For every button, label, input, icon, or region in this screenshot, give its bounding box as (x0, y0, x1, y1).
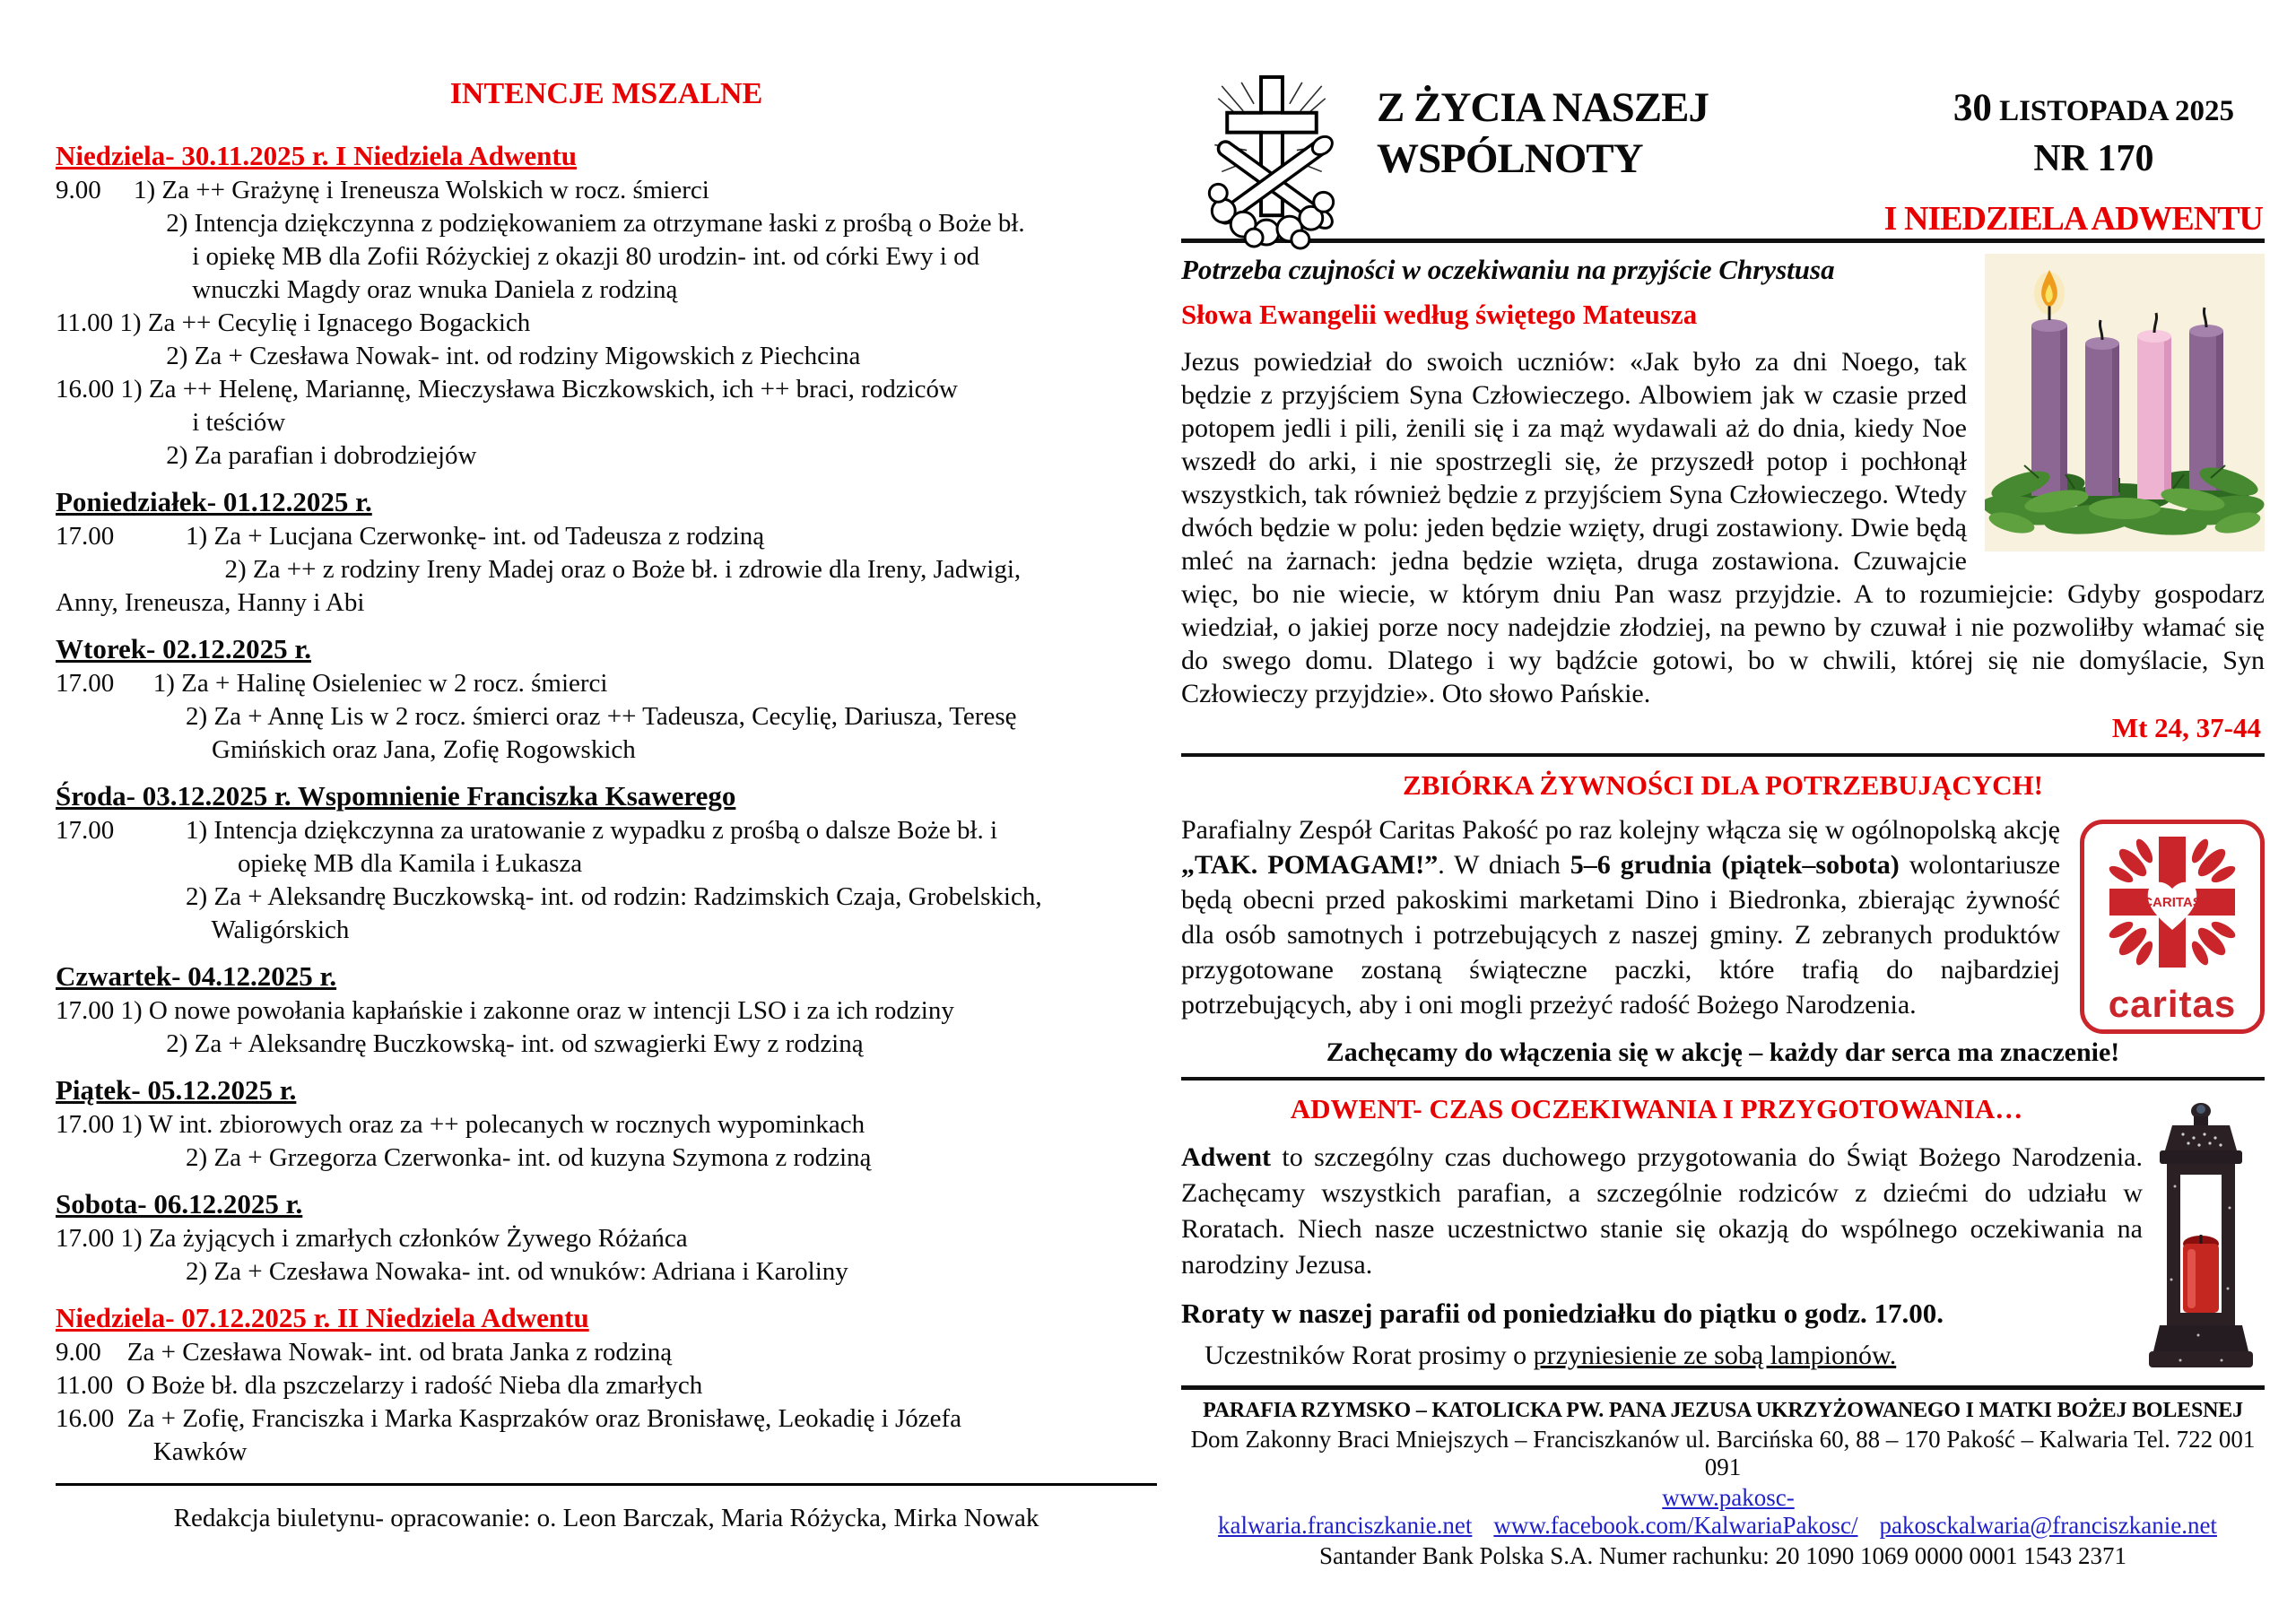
advent-title: ADWENT- CZAS OCZEKIWANIA I PRZYGOTOWANIA… (1290, 1093, 2023, 1124)
mass-intention-line: 2) Za + Annę Lis w 2 rocz. śmierci oraz ++ Tadeusza, Cecylię, Dariusza, Teresę (56, 702, 1017, 731)
footer-divider (1181, 1385, 2265, 1390)
parish-name: PARAFIA RZYMSKO – KATOLICKA PW. PANA JEZUSA UKRZYŻOWANEGO I MATKI BOŻEJ BOLESNEJ (1203, 1399, 2243, 1422)
mass-day-section (56, 484, 1157, 620)
text-segment: Parafialny Zespół Caritas Pakość po raz kolejny włącza się w ogólnopolską akcję (1181, 815, 2060, 845)
text-segment: Uczestników Rorat prosimy o (1205, 1341, 1534, 1370)
mass-intention-line: 17.00 1) O nowe powołania kapłańskie i zakonne oraz w intencji LSO i za ich rodziny (56, 996, 954, 1025)
mass-intention-line: 2) Za + Aleksandrę Buczkowską- int. od szwagierki Ewy z rodziną (56, 1029, 864, 1058)
mass-intention-line: 17.00 1) Za + Lucjana Czerwonkę- int. od Tadeusza z rodziną (56, 522, 765, 551)
mass-intention-line: 17.00 1) Za żyjących i zmarłych członków Żywego Różańca (56, 1224, 688, 1253)
mass-intention-line: 9.00 1) Za ++ Grażynę i Ireneusza Wolskich w rocz. śmierci (56, 176, 709, 204)
mass-intention-line: 2) Za + Czesława Nowak- int. od rodziny Migowskich z Piechcina (56, 342, 861, 370)
mass-day-header: Poniedziałek- 01.12.2025 r. (56, 486, 372, 517)
mass-day-header: Środa- 03.12.2025 r. Wspomnienie Franciszka Ksawerego (56, 780, 736, 812)
gospel-text: Jezus powiedział do swoich uczniów: «Jak było za dni Noego, tak będzie z przyjściem Syna Człowieczego. Albowiem jak w czasie przed potopem jedli i pili, żenili się i za mąż wydawali aż do dnia, kiedy Noe wszedł do arki, i nie spostrzegli się, że przyszedł potop i pochłonął wszystkich, tak również będzie z przyjściem Syna Człowieczego. Wtedy dwóch będzie w polu: jeden będzie wzięty, drugi zostawiony. Dwie będą mleć na żarnach: jedna będzie wzięta, druga zostawiona. Czuwajcie więc, bo nie wiecie, w którym dniu Pan wasz przyjdzie. A to rozumiejcie: Gdyby gospodarz wiedział, o jakiej porze nocy nadejdzie złodziej, na pewno by czuwał i nie pozwoliłby włamać się do swego domu. Dlatego i wy bądźcie gotowi, bo w chwili, której się nie domyślacie, Syn Człowieczy przyjdzie». Oto słowo Pańskie. (1181, 347, 2265, 708)
mass-day-header: Wtorek- 02.12.2025 r. (56, 633, 312, 664)
mass-day-header: Niedziela- 07.12.2025 r. II Niedziela Adwentu (56, 1302, 589, 1333)
issue-date-block (1953, 86, 2234, 180)
mass-intention-line: Kawków (56, 1437, 248, 1466)
mass-day-section (56, 959, 1157, 1061)
mass-intention-line: Gmińskich oraz Jana, Zofię Rogowskich (56, 735, 636, 764)
gospel-subtitle: Słowa Ewangelii według świętego Mateusza (1181, 299, 1698, 330)
text-segment: Adwent (1181, 1142, 1272, 1172)
franciscan-cross-logo (1188, 68, 1355, 256)
text-segment: wolontariusze będą obecni przed pakoskimi marketami Dino i Biedronka, zbierając żywność dla osób samotnych i potrzebujących z naszej gminy. Z zebranych produktów przygotowane zostaną świąteczne paczki, które trafią do najbardziej potrzebujących, aby i oni mogli przeżyć radość Bożego Narodzenia. (1181, 850, 2061, 1020)
mass-day-header: Sobota- 06.12.2025 r. (56, 1188, 303, 1219)
editorial-credit: Redakcja biuletynu- opracowanie: o. Leon Barczak, Maria Różycka, Mirka Nowak (173, 1504, 1039, 1532)
advent-section (1181, 1093, 2265, 1371)
mass-day-section (56, 631, 1157, 767)
gospel-reference: Mt 24, 37-44 (2111, 712, 2261, 743)
mass-intention-line: 2) Intencja dziękczynna z podziękowaniem za otrzymane łaski z prośbą o Boże bł. (56, 209, 1025, 238)
mass-intention-line: 2) Za ++ z rodziny Ireny Madej oraz o Boże bł. i zdrowie dla Ireny, Jadwigi, (56, 555, 1022, 584)
page-right-community-news (1181, 63, 2265, 1570)
mass-intention-line: opiekę MB dla Kamila i Łukasza (56, 849, 583, 878)
mass-day-header: Czwartek- 04.12.2025 r. (56, 960, 337, 992)
mass-intention-line: 2) Za parafian i dobrodziejów (56, 441, 477, 470)
parish-links (1181, 1484, 2265, 1540)
roraty-lanterns-note (1205, 1341, 2137, 1371)
issue-date-day: 30 (1952, 87, 1992, 129)
parish-address: Dom Zakonny Braci Mniejszych – Franciszkanów ul. Barcińska 60, 88 – 170 Pakość – Kalwaria Tel. 722 001 091 (1190, 1426, 2256, 1480)
newsletter-title-line1: Z ŻYCIA NASZEJ (1377, 84, 1709, 131)
mass-intention-line: 16.00 1) Za ++ Helenę, Mariannę, Mieczysława Biczkowskich, ich ++ braci, rodziców (56, 375, 958, 404)
mass-day-section (56, 1300, 1157, 1469)
page-left-mass-intentions (56, 77, 1157, 1533)
text-segment: 5–6 grudnia (piątek–sobota) (1570, 850, 1900, 880)
text-segment: to szczególny czas duchowego przygotowania do Świąt Bożego Narodzenia. Zachęcamy wszystkich parafian, a szczególnie rodziców z dziećmi do udziału w Roratach. Niech nasze uczestnictwo stanie się okazją do wspólnego oczekiwania na narodziny Jezusa. (1181, 1142, 2143, 1280)
mass-intention-line: 17.00 1) Za + Halinę Osieleniec w 2 rocz. śmierci (56, 669, 608, 698)
newsletter-title (1377, 82, 1709, 185)
mass-intention-line: 2) Za + Czesława Nowaka- int. od wnuków: Adriana i Karoliny (56, 1257, 848, 1286)
mass-intentions-sections (56, 138, 1157, 1469)
svg-text:CARITAS: CARITAS (2143, 895, 2202, 910)
caritas-logo (2080, 820, 2265, 1034)
mass-intention-line: i teściów (56, 408, 286, 437)
mass-day-header: Niedziela- 30.11.2025 r. I Niedziela Adwentu (56, 140, 577, 171)
masthead (1181, 63, 2265, 239)
advent-text (1181, 1140, 2143, 1283)
newsletter-title-line2: WSPÓLNOTY (1377, 135, 1643, 182)
parish-footer (1181, 1399, 2265, 1570)
caritas-section (1181, 769, 2265, 1068)
mass-intentions-title: INTENCJE MSZALNE (449, 77, 763, 110)
footer-link[interactable]: www.pakosc-kalwaria.franciszkanie.net (1218, 1484, 1795, 1539)
mass-day-section (56, 778, 1157, 947)
mass-day-header: Piątek- 05.12.2025 r. (56, 1074, 297, 1106)
mass-intention-line: 16.00 Za + Zofię, Franciszka i Marka Kasprzaków oraz Bronisławę, Leokadię i Józefa (56, 1404, 962, 1433)
gospel-divider (1181, 753, 2265, 757)
text-segment: przyniesienie ze sobą lampionów. (1533, 1341, 1897, 1370)
gospel-section (1181, 254, 2265, 744)
food-drive-cta: Zachęcamy do włączenia się w akcję – każdy dar serca ma znaczenie! (1326, 1037, 2120, 1067)
mass-intention-line: Anny, Ireneusza, Hanny i Abi (56, 588, 365, 617)
left-footer-divider (56, 1483, 1157, 1486)
mass-intention-line: Waligórskich (56, 916, 350, 944)
sunday-banner: I NIEDZIELA ADWENTU (1883, 200, 2263, 238)
issue-date (1953, 86, 2234, 130)
text-segment: „TAK. POMAGAM!” (1181, 850, 1439, 880)
mass-intention-line: wnuczki Magdy oraz wnuka Daniela z rodziną (56, 275, 678, 304)
mass-intention-line: i opiekę MB dla Zofii Różyckiej z okazji 80 urodzin- int. od córki Ewy i od (56, 242, 980, 271)
text-segment: . W dniach (1438, 850, 1570, 880)
gospel-lead-title: Potrzeba czujności w oczekiwaniu na przyjście Chrystusa (1181, 254, 1835, 285)
advent-wreath-image (1985, 254, 2265, 556)
mass-intention-line: 17.00 1) Intencja dziękczynna za uratowanie z wypadku z prośbą o dalsze Boże bł. i (56, 816, 998, 845)
roraty-schedule: Roraty w naszej parafii od poniedziałku do piątku o godz. 17.00. (1181, 1298, 1944, 1329)
issue-number: NR 170 (2033, 138, 2154, 179)
bank-account: Santander Bank Polska S.A. Numer rachunku: 20 1090 1069 0000 0001 1543 2371 (1319, 1542, 2126, 1569)
mass-intention-line: 11.00 1) Za ++ Cecylię i Ignacego Bogackich (56, 308, 531, 337)
caritas-divider (1181, 1077, 2265, 1081)
footer-link[interactable]: www.facebook.com/KalwariaPakosc/ (1493, 1512, 1858, 1539)
caritas-wordmark: caritas (2108, 983, 2237, 1025)
issue-date-rest: LISTOPADA 2025 (1999, 95, 2234, 127)
mass-day-section (56, 138, 1157, 473)
lantern-image (2144, 1100, 2257, 1406)
footer-link[interactable]: pakosckalwaria@franciszkanie.net (1879, 1512, 2217, 1539)
mass-intention-line: 17.00 1) W int. zbiorowych oraz za ++ polecanych w rocznych wypominkach (56, 1110, 865, 1139)
mass-intention-line: 9.00 Za + Czesława Nowak- int. od brata Janka z rodziną (56, 1338, 673, 1367)
mass-day-section (56, 1072, 1157, 1175)
mass-day-section (56, 1186, 1157, 1289)
mass-intention-line: 2) Za + Aleksandrę Buczkowską- int. od rodzin: Radzimskich Czaja, Grobelskich, (56, 882, 1042, 911)
mass-intention-line: 11.00 O Boże bł. dla pszczelarzy i radość Nieba dla zmarłych (56, 1371, 703, 1400)
food-drive-title: ZBIÓRKA ŻYWNOŚCI DLA POTRZEBUJĄCYCH! (1403, 769, 2043, 801)
mass-intention-line: 2) Za + Grzegorza Czerwonka- int. od kuzyna Szymona z rodziną (56, 1143, 872, 1172)
